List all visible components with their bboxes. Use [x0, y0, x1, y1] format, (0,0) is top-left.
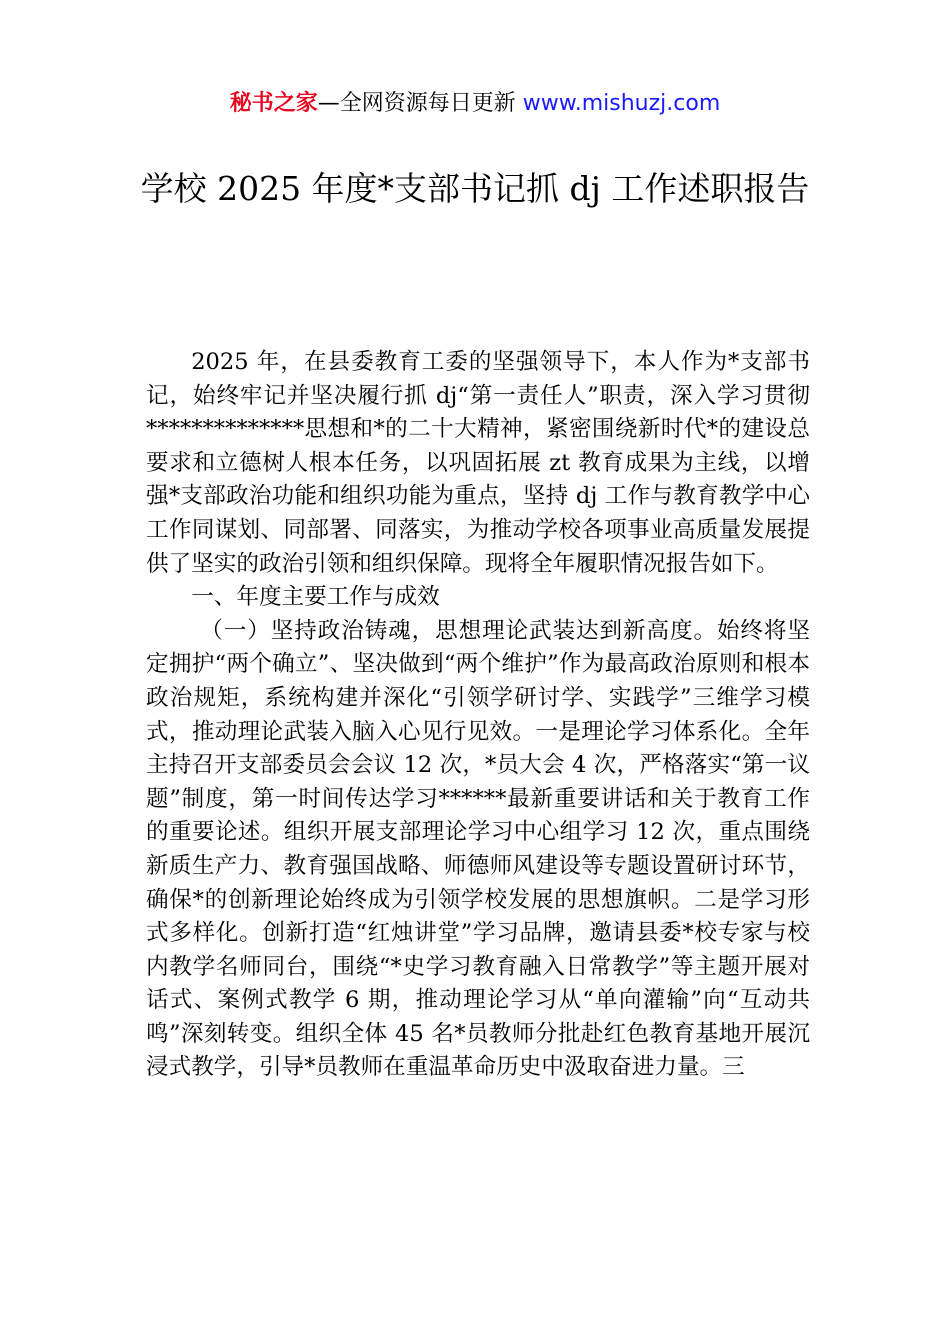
- document-title: 学校 2025 年度*支部书记抓 dj 工作述职报告: [140, 169, 810, 208]
- site-tagline: —全网资源每日更新: [317, 91, 516, 116]
- site-header: [0, 86, 950, 122]
- site-url-link[interactable]: www.mishuzj.com: [522, 91, 721, 116]
- section-heading: 一、年度主要工作与成效: [191, 584, 440, 611]
- site-brand: 秘书之家: [229, 91, 318, 116]
- intro-paragraph: 2025 年，在县委教育工委的坚强领导下，本人作为*支部书记，始终牢记并坚决履行抓 dj“第一责任人”职责，深入学习贯彻**************思想和*的二十大精神，紧密围绕新时代*的建设总要求和立德树人根本任务，以巩固拓展 zt 教育成果为主线，以增强*支部政治功能和组织功能为重点，坚持 dj 工作与教育教学中心工作同谋划、同部署、同落实，为推动学校各项事业高质量发展提供了坚实的政治引领和组织保障。现将全年履职情况报告如下。: [146, 349, 810, 577]
- document-body: [146, 346, 810, 1085]
- subsection-paragraph: （一）坚持政治铸魂，思想理论武装达到新高度。始终将坚定拥护“两个确立”、坚决做到“两个维护”作为最高政治原则和根本政治规矩，系统构建并深化“引领学研讨学、实践学”三维学习模式，推动理论武装入脑入心见行见效。一是理论学习体系化。全年主持召开支部委员会会议 12 次，*员大会 4 次，严格落实“第一议题”制度，第一时间传达学习******最新重要讲话和关于教育工作的重要论述。组织开展支部理论学习中心组学习 12 次，重点围绕新质生产力、教育强国战略、师德师风建设等专题设置研讨环节，确保*的创新理论始终成为引领学校发展的思想旗帜。二是学习形式多样化。创新打造“红烛讲堂”学习品牌，邀请县委*校专家与校内教学名师同台，围绕“*史学习教育融入日常教学”等主题开展对话式、案例式教学 6 期，推动理论学习从“单向灌输”向“互动共鸣”深刻转变。组织全体 45 名*员教师分批赴红色教育基地开展沉浸式教学，引导*员教师在重温革命历史中汲取奋进力量。三: [146, 617, 810, 1081]
